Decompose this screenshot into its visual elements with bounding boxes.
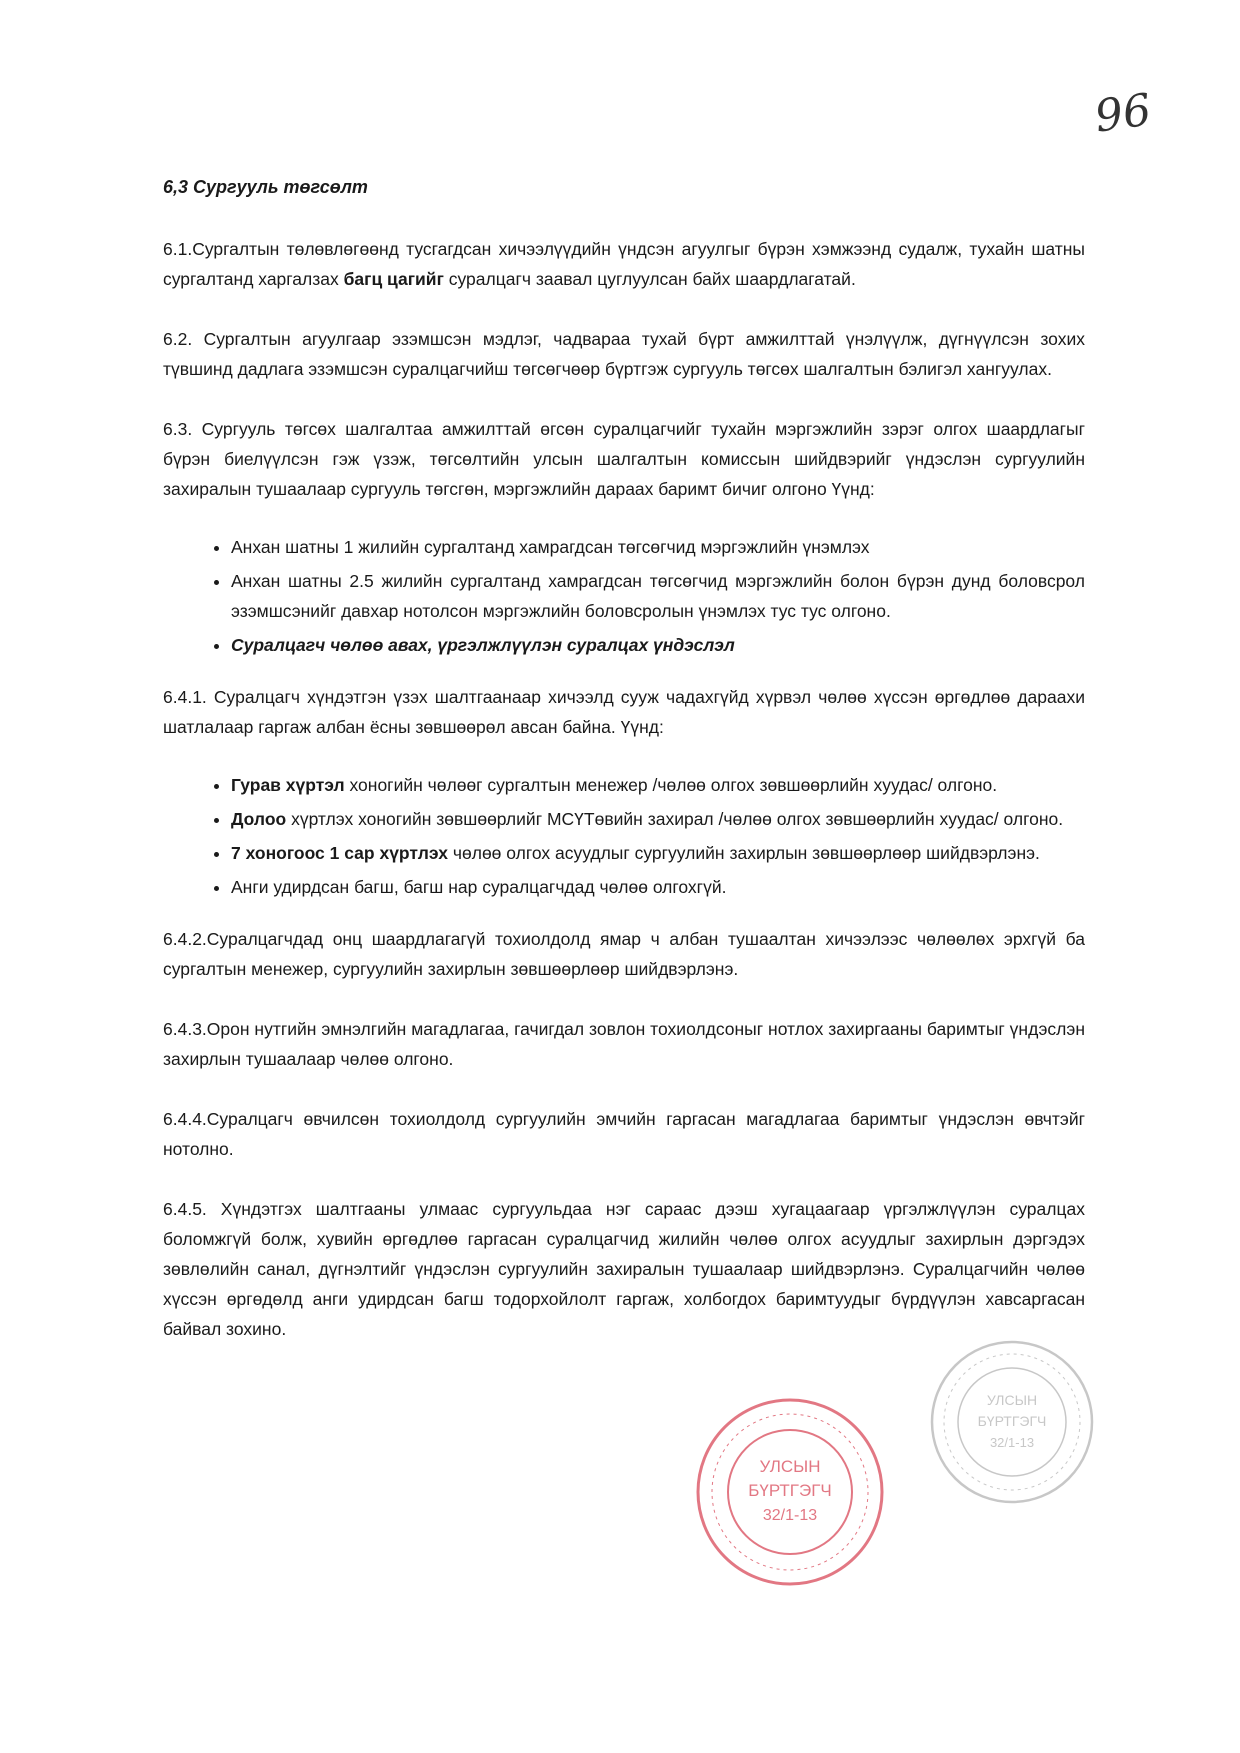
paragraph-6-4-2: 6.4.2.Суралцагчдад онц шаардлагагүй тохиолдолд ямар ч албан тушаалтан хичээлээс чөлөөлөх эрхгүй ба сургалтын менежер, сургуулийн захирлын зөвшөөрлөөр шийдвэрлэнэ. bbox=[163, 929, 1085, 979]
paragraph-6-1-text-b: суралцагч заавал цуглуулсан байх шаардлагатай. bbox=[443, 269, 856, 289]
paragraph-6-4-4: 6.4.4.Суралцагч өвчилсөн тохиолдолд сургуулийн эмчийн гаргасан магадлагаа баримтыг үндэслэн өвчтэйг нотолно. bbox=[163, 1109, 1085, 1159]
list-item-bold: Долоо bbox=[231, 809, 287, 829]
list-item: • Анхан шатны 1 жилийн сургалтанд хамрагдсан төгсөгчид мэргэжлийн үнэмлэх bbox=[231, 532, 1085, 562]
list-item bbox=[231, 838, 1085, 868]
subheading-leave: • Суралцагч чөлөө авах, үргэлжлүүлэн суралцах үндэслэл bbox=[231, 630, 1085, 660]
paragraph-6-1-bold: багц цагийг bbox=[343, 269, 444, 289]
list-item-text: хоногийн чөлөөг сургалтын менежер /чөлөө олгох зөвшөөрлийн хуудас/ олгоно. bbox=[344, 775, 998, 795]
list-item-text: чөлөө олгох асуудлыг сургуулийн захирлын зөвшөөрлөөр шийдвэрлэнэ. bbox=[448, 843, 1040, 863]
paragraph-6-4-5: 6.4.5. Хүндэтгэх шалтгааны улмаас сургуульдаа нэг сараас дээш хугацаагаар үргэлжлүүлэн суралцах боломжгүй болж, хувийн өргөдлөө гаргасан суралцагчид жилийн чөлөө олгох асуудлыг захирлын дэргэдэх зөвлөлийн санал, дүгнэлтийг үндэслэн сургуулийн захиралын тушаалаар шийдвэрлэнэ. Суралцагчийн чөлөө хүссэн өргөдөлд анги удирдсан багш тодорхойлолт гаргаж, холбогдох баримтуудыг бүрдүүлэн хавсаргасан байвал зохино. bbox=[163, 1199, 1085, 1339]
stamp-line-2: БҮРТГЭГЧ bbox=[977, 1413, 1047, 1429]
list-item bbox=[231, 770, 1085, 800]
list-item-text: хүртлэх хоногийн зөвшөөрлийг МСҮТөвийн захирал /чөлөө олгох зөвшөөрлийн хуудас/ олгоно. bbox=[286, 809, 1064, 829]
stamp-line-3: 32/1-13 bbox=[762, 1507, 818, 1524]
list-item-bold: 7 хоногоос 1 сар хүртлэх bbox=[231, 843, 449, 863]
document-body bbox=[163, 172, 1085, 1374]
stamp-line-2: БҮРТГЭГЧ bbox=[748, 1481, 832, 1500]
page-number: 96 bbox=[1091, 84, 1155, 143]
paragraph-6-4-3: 6.4.3.Орон нутгийн эмнэлгийн магадлагаа, гачигдал зовлон тохиолдсоныг нотлох захиргааны баримтыг үндэслэн захирлын тушаалаар чөлөө олгоно. bbox=[163, 1019, 1085, 1069]
stamp-line-1: УЛСЫН bbox=[986, 1392, 1038, 1408]
paragraph-6-3: 6.3. Сургууль төгсөх шалгалтаа амжилттай өгсөн суралцагчийг тухайн мэргэжлийн зэрэг олгох шаардлагыг бүрэн биелүүлсэн гэж үзэж, төгсөлтийн улсын шалгалтын комиссын шийдвэрийг үндэслэн сургуулийн захиралын тушаалаар сургууль төгсгөн, мэргэжлийн дараах баримт бичиг олгоно Үүнд: bbox=[163, 419, 1085, 499]
paragraph-6-2: 6.2. Сургалтын агуулгаар эзэмшсэн мэдлэг, чадвараа тухай бүрт амжилттай үнэлүүлж, дүгнүүлсэн зохих түвшинд дадлага эзэмшсэн суралцагчийш төгсөгчөөр бүртгэж сургууль төгсөх шалгалтын бэлигэл хангуулах. bbox=[163, 329, 1085, 379]
paragraph-6-1 bbox=[163, 234, 1085, 294]
stamp-line-3: 32/1-13 bbox=[989, 1435, 1035, 1450]
section-heading: 6,3 Сургууль төгсөлт bbox=[163, 177, 368, 197]
list-item bbox=[231, 872, 1085, 902]
paragraph-6-1-text-a: 6.1.Сургалтын төлөвлөгөөнд тусгагдсан хичээлүүдийн үндсэн агуулгыг бүрэн хэмжээнд судалж, тухайн шатны сургалтанд харгалзах bbox=[163, 239, 1085, 289]
leave-approval-list bbox=[163, 770, 1085, 902]
list-item-text: Анги удирдсан багш, багш нар суралцагчдад чөлөө олгохгүй. bbox=[231, 877, 727, 897]
list-item bbox=[231, 804, 1085, 834]
paragraph-6-4-1: 6.4.1. Суралцагч хүндэтгэн үзэх шалтгаанаар хичээлд сууж чадахгүйд хүрвэл чөлөө хүссэн өргөдлөө дараахи шатлалаар гаргаж албан ёсны зөвшөөрөл авсан байна. Үүнд: bbox=[163, 687, 1085, 737]
diploma-list bbox=[163, 532, 1085, 660]
stamp-line-1: УЛСЫН bbox=[759, 1457, 821, 1476]
registry-stamp-red bbox=[690, 1392, 890, 1592]
list-item: • Анхан шатны 2.5 жилийн сургалтанд хамрагдсан төгсөгчид мэргэжлийн болон бүрэн дунд боловсрол эзэмшсэнийг давхар нотолсон мэргэжлийн боловсролын үнэмлэх тус тус олгоно. bbox=[231, 566, 1085, 626]
registry-stamp-gray bbox=[925, 1335, 1100, 1510]
list-item-bold: Гурав хүртэл bbox=[231, 775, 345, 795]
